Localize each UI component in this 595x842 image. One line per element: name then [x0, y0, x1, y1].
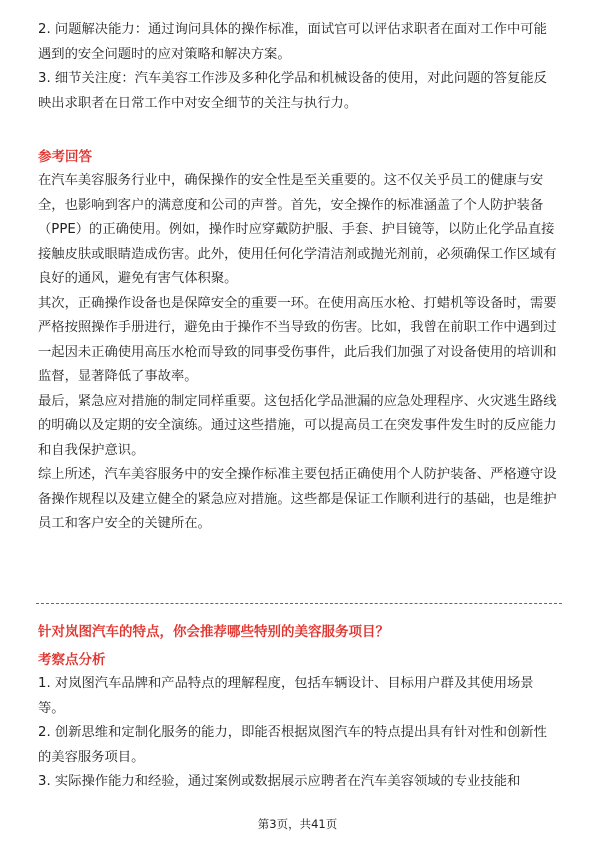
- reference-paragraph: 在汽车美容服务行业中，确保操作的安全性是至关重要的。这不仅关乎员工的健康与安全，也影响到客户的满意度和公司的声誉。首先，安全操作的标准涵盖了个人防护装备（PPE）的正确使用。例如，操作时应穿戴防护服、手套、护目镜等，以防止化学品直接接触皮肤或眼睛造成伤害。此外，使用任何化学清洁剂或抛光剂前，必须确保工作区域有良好的通风，避免有害气体积聚。: [38, 173, 557, 286]
- analysis-heading: 考察点分析: [38, 652, 106, 668]
- list-item: 3. 细节关注度：汽车美容工作涉及多种化学品和机械设备的使用，对此问题的答复能反映出求职者在日常工作中对安全细节的关注与执行力。: [38, 71, 547, 111]
- reference-paragraph: 综上所述，汽车美容服务中的安全操作标准主要包括正确使用个人防护装备、严格遵守设备操作规程以及建立健全的紧急应对措施。这些都是保证工作顺利进行的基础，也是维护员工和客户安全的关键所在。: [38, 467, 557, 531]
- reference-paragraph: 最后，紧急应对措施的制定同样重要。这包括化学品泄漏的应急处理程序、火灾逃生路线的明确以及定期的安全演练。通过这些措施，可以提高员工在突发事件发生时的反应能力和自我保护意识。: [38, 393, 557, 458]
- top-items: [38, 18, 560, 116]
- list-item: 3. 实际操作能力和经验，通过案例或数据展示应聘者在汽车美容领域的专业技能和: [38, 774, 521, 789]
- reference-answer-heading: 参考回答: [38, 149, 92, 165]
- list-item: 1. 对岚图汽车品牌和产品特点的理解程度，包括车辆设计、目标用户群及其使用场景等。: [38, 676, 534, 716]
- reference-answer-section: [38, 145, 560, 537]
- question-section: [38, 620, 560, 795]
- list-item: 2. 问题解决能力：通过询问具体的操作标准，面试官可以评估求职者在面对工作中可能遇到的安全问题时的应对策略和解决方案。: [38, 22, 547, 62]
- page-footer: 第3页，共41页: [257, 817, 338, 831]
- reference-paragraph: 其次，正确操作设备也是保障安全的重要一环。在使用高压水枪、打蜡机等设备时，需要严格按照操作手册进行，避免由于操作不当导致的伤害。比如，我曾在前职工作中遇到过一起因未正确使用高压水枪而导致的同事受伤事件，此后我们加强了对设备使用的培训和监督，显著降低了事故率。: [38, 295, 557, 384]
- list-item: 2. 创新思维和定制化服务的能力，即能否根据岚图汽车的特点提出具有针对性和创新性的美容服务项目。: [38, 725, 547, 765]
- question-title: 针对岚图汽车的特点，你会推荐哪些特别的美容服务项目？: [38, 624, 389, 640]
- section-divider: [36, 603, 562, 604]
